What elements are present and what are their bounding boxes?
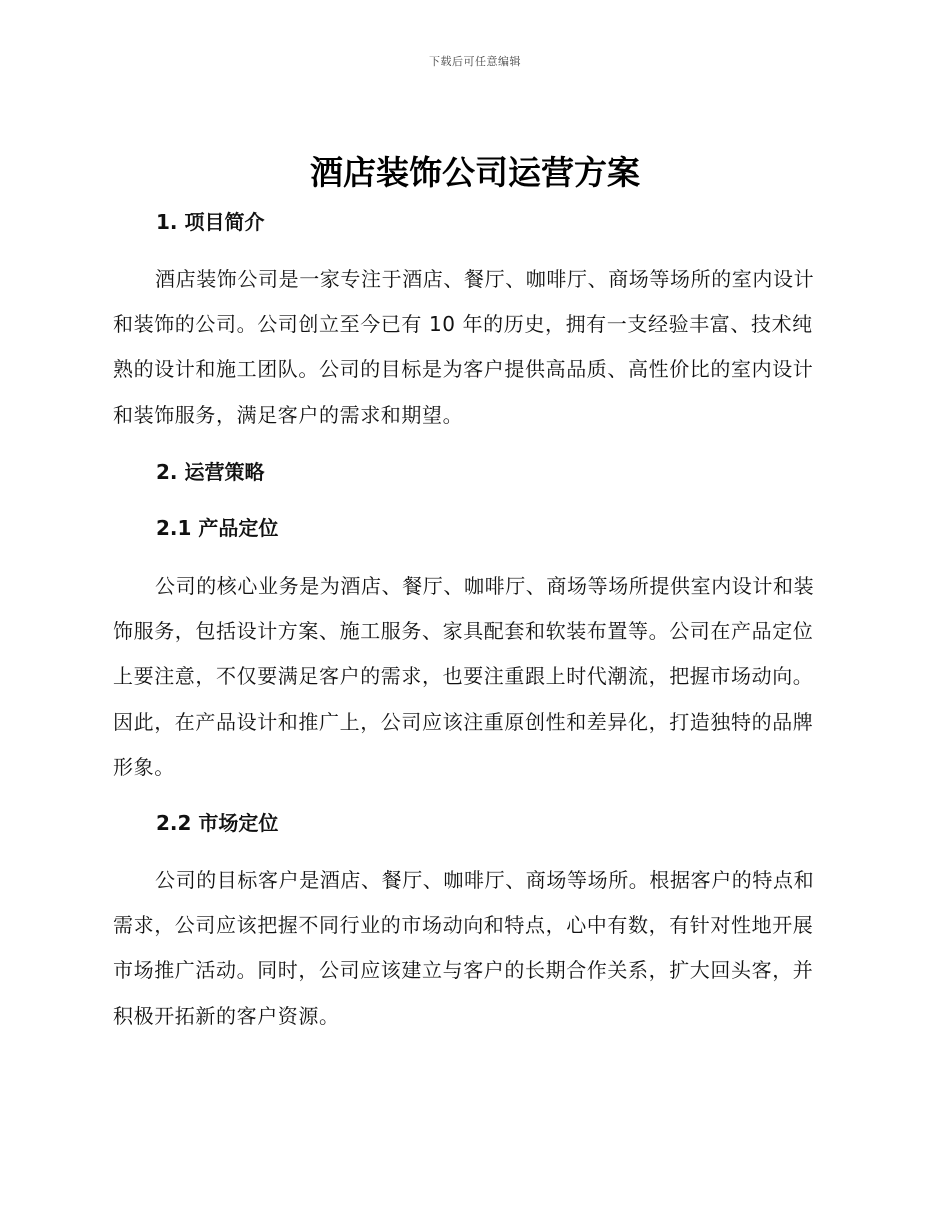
- section-heading-market-positioning: 2.2 市场定位: [156, 811, 279, 835]
- section-paragraph-project-intro: 酒店装饰公司是一家专注于酒店、餐厅、咖啡厅、商场等场所的室内设计和装饰的公司。公司创立至今已有 10 年的历史，拥有一支经验丰富、技术纯熟的设计和施工团队。公司的目标是为客户提供高品质、高性价比的室内设计和装饰服务，满足客户的需求和期望。: [113, 267, 815, 427]
- section-heading-project-intro: 1. 项目简介: [156, 210, 265, 234]
- section-heading-product-positioning: 2.1 产品定位: [156, 516, 279, 540]
- page-header-note: 下载后可任意编辑: [429, 55, 521, 68]
- section-paragraph-market-positioning: 公司的目标客户是酒店、餐厅、咖啡厅、商场等场所。根据客户的特点和需求，公司应该把握不同行业的市场动向和特点，心中有数，有针对性地开展市场推广活动。同时，公司应该建立与客户的长期合作关系，扩大回头客，并积极开拓新的客户资源。: [113, 868, 815, 1028]
- section-heading-operation-strategy: 2. 运营策略: [156, 460, 265, 484]
- document-title: 酒店装饰公司运营方案: [310, 153, 640, 192]
- section-paragraph-product-positioning: 公司的核心业务是为酒店、餐厅、咖啡厅、商场等场所提供室内设计和装饰服务，包括设计方案、施工服务、家具配套和软装布置等。公司在产品定位上要注意，不仅要满足客户的需求，也要注重跟上时代潮流，把握市场动向。因此，在产品设计和推广上，公司应该注重原创性和差异化，打造独特的品牌形象。: [113, 574, 815, 779]
